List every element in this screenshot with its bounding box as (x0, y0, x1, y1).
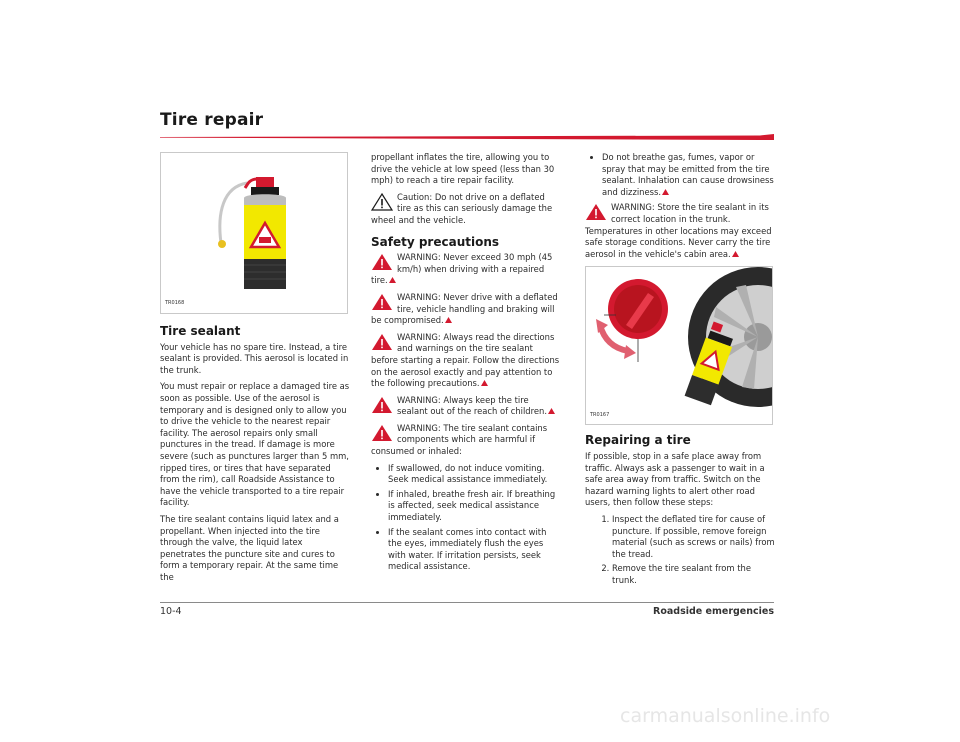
watermark: carmanualsonline.info (620, 705, 831, 727)
paragraph: propellant inflates the tire, allowing you to drive the vehicle at low speed (less than 30 mph) to reach a tire repair facility. (371, 152, 555, 186)
warning-block (371, 252, 561, 287)
paragraph: You must repair or replace a damaged tire as soon as possible. Use of the aerosol is temporary and is designed only to allow you to drive the vehicle to the nearest repair facility. The aerosol repairs only small punctures in the tread. If damage is more severe (such as punctures larger than 5 mm, ripped tires, or tires that have separated from the rim), call Roadside Assistance to have the vehicle transported to a tire repair facility. (160, 381, 350, 508)
warning-block (371, 292, 561, 327)
column-1 (160, 152, 350, 588)
tire-sealant-canister-image (161, 153, 347, 313)
warning-block (585, 202, 775, 260)
footer-rule (160, 602, 774, 603)
tire-repair-image (586, 267, 772, 424)
warning-block (371, 395, 561, 418)
warning-icon (585, 203, 607, 221)
warning-block (371, 332, 561, 390)
figure-code: TR0168 (165, 300, 185, 307)
end-of-warning-icon (732, 251, 739, 257)
warning-text: WARNING: Never drive with a deflated tire, vehicle handling and braking will be compromised. (371, 291, 558, 326)
caution-icon (371, 193, 393, 211)
warning-icon (371, 253, 393, 271)
warning-icon (371, 293, 393, 311)
warning-text: WARNING: Store the tire sealant in its correct location in the trunk. Temperatures in other locations may exceed safe storage conditions. Never carry the tire aerosol in the vehicle's cabin area. (585, 202, 772, 259)
end-of-warning-icon (481, 380, 488, 386)
list-item: • If inhaled, breathe fresh air. If breathing is affected, seek medical assistance immediately. (388, 489, 561, 524)
warning-block (371, 423, 561, 458)
paragraph: The tire sealant contains liquid latex and a propellant. When injected into the tire through the valve, the liquid latex penetrates the puncture site and cures to form a temporary repair. At the same time the (160, 513, 339, 582)
step-item: 2. Remove the tire sealant from the trunk. (612, 563, 775, 586)
steps-list (585, 514, 775, 587)
warning-text: WARNING: The tire sealant contains components which are harmful if consumed or inhaled: (371, 422, 548, 457)
list-item: • If swallowed, do not induce vomiting. Seek medical assistance immediately. (388, 463, 561, 486)
end-of-warning-icon (662, 189, 669, 195)
warning-text: WARNING: Always read the directions and warnings on the tire sealant before starting a repair. Follow the directions on the aerosol exactly and pay attention to the following precautions. (371, 331, 560, 389)
page-title: Tire repair (160, 110, 264, 130)
column-3 (585, 152, 775, 589)
precaution-list-continued (585, 152, 775, 198)
warning-text: WARNING: Never exceed 30 mph (45 km/h) when driving with a repaired tire. (371, 252, 553, 286)
warning-icon (371, 424, 393, 442)
paragraph: Your vehicle has no spare tire. Instead, a tire sealant is provided. This aerosol is located in the trunk. (160, 341, 349, 375)
figure-tire-repair (585, 266, 773, 425)
precaution-list (371, 463, 561, 573)
warning-text: WARNING: Always keep the tire sealant out of the reach of children. (397, 394, 547, 417)
end-of-warning-icon (445, 317, 452, 323)
warning-icon (371, 396, 393, 414)
title-rule (160, 134, 774, 140)
column-2 (371, 152, 561, 577)
caution-text: Caution: Do not drive on a deflated tire as this can seriously damage the wheel and the vehicle. (371, 191, 553, 225)
heading-repairing-a-tire: Repairing a tire (585, 433, 691, 448)
list-item: • Do not breathe gas, fumes, vapor or spray that may be emitted from the tire sealant. Inhalation can cause drowsiness and dizziness. (602, 152, 775, 198)
heading-tire-sealant: Tire sealant (160, 324, 241, 338)
figure-tire-sealant (160, 152, 348, 314)
list-item: • If the sealant comes into contact with the eyes, immediately flush the eyes with water. If irritation persists, seek medical assistance. (388, 527, 561, 573)
figure-code: TR0167 (590, 411, 610, 418)
heading-safety-precautions: Safety precautions (371, 234, 500, 249)
page-number: 10-4 (160, 606, 182, 617)
caution-block (371, 192, 561, 227)
section-name: Roadside emergencies (653, 606, 774, 617)
warning-icon (371, 333, 393, 351)
paragraph: If possible, stop in a safe place away from traffic. Always ask a passenger to wait in a safe area away from traffic. Switch on the hazard warning lights to alert other road users, then follow these steps: (585, 450, 765, 508)
step-item: 1. Inspect the deflated tire for cause of puncture. If possible, remove foreign material (such as screws or nails) from the tread. (612, 514, 775, 560)
end-of-warning-icon (548, 408, 555, 414)
end-of-warning-icon (389, 277, 396, 283)
